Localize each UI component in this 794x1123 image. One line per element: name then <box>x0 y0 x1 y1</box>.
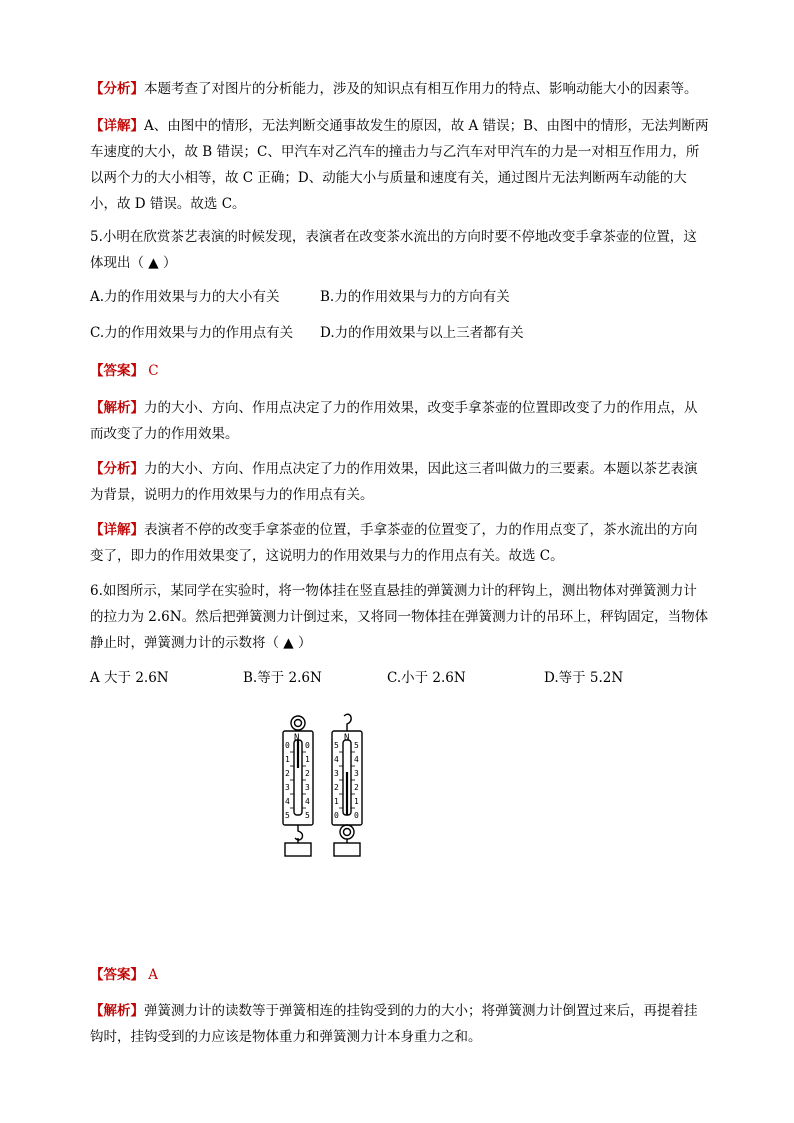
svg-text:3: 3 <box>285 783 290 792</box>
answer-tag: 【答案】 <box>90 363 144 379</box>
q5-option-c: C.力的作用效果与力的作用点有关 <box>90 325 294 341</box>
svg-text:N: N <box>344 733 350 743</box>
detail-text: A、由图中的情形，无法判断交通事故发生的原因，故 A 错误；B、由图中的情形，无法判断两车速度的大小，故 B 错误；C、甲汽车对乙汽车的撞击力与乙汽车对甲汽车的力是一对相互作用力，所以两个力的大小相等，故 C 正确；D、动能大小与质量和速度有关，通过图片无法判断两车动能的大小，故 D 错误。故选 C。 <box>90 118 709 212</box>
svg-text:2: 2 <box>334 783 339 792</box>
svg-text:5: 5 <box>285 811 290 820</box>
answer-value: C <box>148 363 159 379</box>
q5-detail <box>90 517 710 569</box>
q6-option-d: D.等于 5.2N <box>544 670 624 686</box>
svg-text:0: 0 <box>285 741 290 750</box>
q5-stem: 5.小明在欣赏茶艺表演的时候发现，表演者在改变茶水流出的方向时要不停地改变手拿茶壶的位置，这体现出（ ▲ ） <box>90 229 697 271</box>
analysis-text: 本题考查了对图片的分析能力，涉及的知识点有相互作用力的特点、影响动能大小的因素等。 <box>144 81 698 97</box>
q4-detail <box>90 113 710 217</box>
spring-scale-figure <box>278 712 378 857</box>
answer-tag: 【答案】 <box>90 967 144 983</box>
svg-text:2: 2 <box>354 783 359 792</box>
svg-text:5: 5 <box>354 741 359 750</box>
q5-option-d: D.力的作用效果与以上三者都有关 <box>320 325 524 341</box>
svg-text:5: 5 <box>305 811 310 820</box>
q6-stem: 6.如图所示，某同学在实验时，将一物体挂在竖直悬挂的弹簧测力计的秤钩上，测出物体对弹簧测力计的拉力为 2.6N。然后把弹簧测力计倒过来，又将同一物体挂在弹簧测力计的吊环上，秤钩固定，当物体静止时，弹簧测力计的示数将（ ▲ ） <box>90 583 709 651</box>
q5-explanation <box>90 395 710 447</box>
svg-text:0: 0 <box>305 741 310 750</box>
svg-text:4: 4 <box>305 797 310 806</box>
explain-text: 弹簧测力计的读数等于弹簧相连的挂钩受到的力的大小；将弹簧测力计倒置过来后，再提着挂钩时，挂钩受到的力应该是物体重力和弹簧测力计本身重力之和。 <box>90 1003 698 1045</box>
explain-text: 力的大小、方向、作用点决定了力的作用效果，改变手拿茶壶的位置即改变了力的作用点，从而改变了力的作用效果。 <box>90 400 698 442</box>
q6-option-a: A 大于 2.6N <box>90 670 169 686</box>
explain-tag: 【解析】 <box>90 400 144 416</box>
svg-text:5: 5 <box>334 741 339 750</box>
analysis-tag: 【分析】 <box>90 461 144 477</box>
svg-text:0: 0 <box>334 811 339 820</box>
q6-option-b: B.等于 2.6N <box>243 670 322 686</box>
detail-tag: 【详解】 <box>90 118 144 134</box>
svg-text:2: 2 <box>305 769 310 778</box>
svg-text:4: 4 <box>354 755 359 764</box>
q6-explanation <box>90 998 710 1050</box>
svg-text:2: 2 <box>285 769 290 778</box>
q5-answer <box>90 358 710 384</box>
svg-text:1: 1 <box>285 755 290 764</box>
svg-text:3: 3 <box>354 769 359 778</box>
q6-answer <box>90 962 710 988</box>
answer-value: A <box>148 967 159 983</box>
analysis-tag: 【分析】 <box>90 81 144 97</box>
q5-option-a: A.力的作用效果与力的大小有关 <box>90 289 280 305</box>
svg-text:3: 3 <box>334 769 339 778</box>
q5-option-b: B.力的作用效果与力的方向有关 <box>320 289 510 305</box>
svg-text:N: N <box>294 733 300 743</box>
svg-text:0: 0 <box>354 811 359 820</box>
detail-text: 表演者不停的改变手拿茶壶的位置，手拿茶壶的位置变了，力的作用点变了，茶水流出的方向变了，即力的作用效果变了，这说明力的作用效果与力的作用点有关。故选 C。 <box>90 522 698 564</box>
q4-analysis <box>90 76 710 102</box>
q5-analysis <box>90 456 710 508</box>
q6-option-c: C.小于 2.6N <box>387 670 466 686</box>
svg-text:1: 1 <box>334 797 339 806</box>
svg-text:1: 1 <box>305 755 310 764</box>
svg-text:4: 4 <box>285 797 290 806</box>
svg-text:3: 3 <box>305 783 310 792</box>
svg-text:4: 4 <box>334 755 339 764</box>
detail-tag: 【详解】 <box>90 522 144 538</box>
explain-tag: 【解析】 <box>90 1003 144 1019</box>
analysis-text: 力的大小、方向、作用点决定了力的作用效果，因此这三者叫做力的三要素。本题以茶艺表演为背景，说明力的作用效果与力的作用点有关。 <box>90 461 698 503</box>
svg-text:1: 1 <box>354 797 359 806</box>
